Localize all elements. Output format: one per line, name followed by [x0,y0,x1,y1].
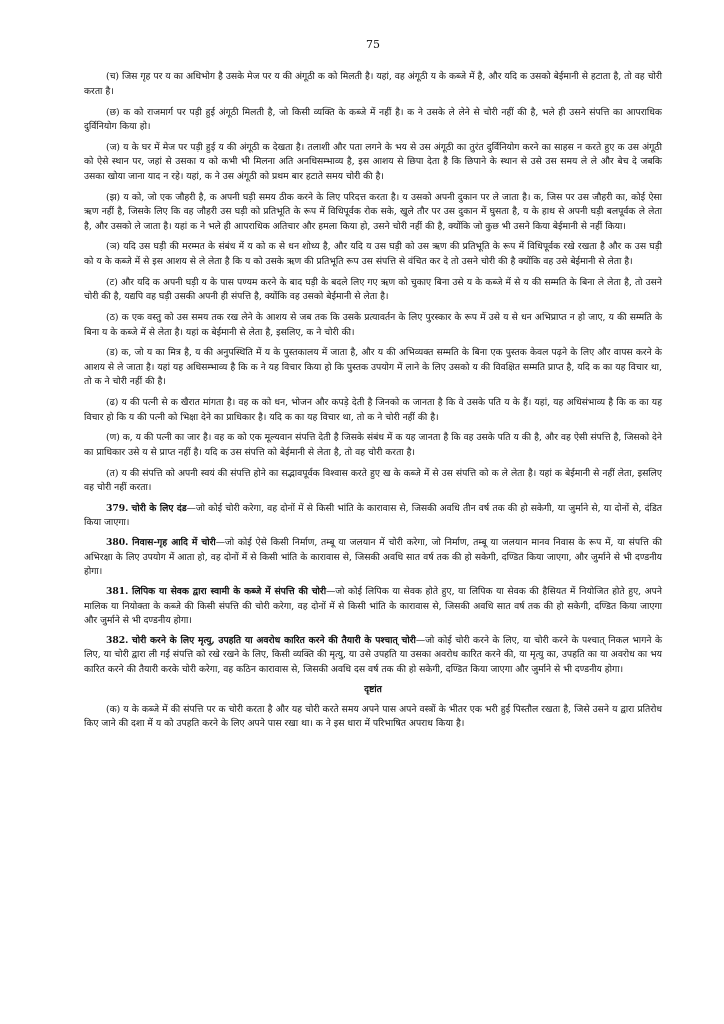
section-382 [84,634,662,677]
illustration-paragraph: (च) जिस गृह पर य का अधिभोग है उसके मेज पर य की अंगूठी क को मिलती है। यहां, वह अंगूठी य के कब्जे में है, और यदि क उसको बेईमानी से हटाता है, तो वह चोरी करता है। [84,71,662,97]
illustration-paragraph: (ज) य के घर में मेज पर पड़ी हुई य की अंगूठी क देखता है। तलाशी और पता लगने के भय से उस अंगूठी का तुरंत दुर्विनियोग करने का साहस न करते हुए क उस अंगूठी को ऐसे स्थान पर, जहां से उसका य को कभी भी मिलना अति अनधिसम्भाव्य है, इस आशय से छिपा देता है कि छिपाने के स्थान से उसे उस समय ले ले और बेच दे जबकि उसका खोया जाना याद न रहे। यहां, क ने उस अंगूठी को प्रथम बार हटाते समय चोरी की है। [84,142,662,182]
section-number: 380. [106,537,129,549]
illustration-paragraph: (क) य के कब्जे में की संपत्ति पर क चोरी करता है और यह चोरी करते समय अपने पास अपने वस्त्रों के भीतर एक भरी हुई पिस्तौल रखता है, जिसे उसने य द्वारा प्रतिरोध किए जाने की दशा में य को उपहति करने के लिए अपने पास रखा था। क ने इस धारा में परिभाषित अपराध किया है। [84,703,662,730]
illustration-paragraph: (ण) क, य की पत्नी का जार है। वह क को एक मूल्यवान संपत्ति देती है जिसके संबंध में क यह जानता है कि वह उसके पति य की है, और वह ऐसी संपत्ति है, जिसको देने का प्राधिकार उसे य से प्राप्त नहीं है। यदि क उस संपत्ति को बेईमानी से लेता है, तो वह चोरी करता है। [84,432,662,458]
section-number: 382. [106,634,129,646]
illustration-paragraph: (ढ) य की पत्नी से क खैरात मांगता है। वह क को धन, भोजन और कपड़े देती है जिनको क जानता है कि वे उसके पति य के हैं। यहां, यह अधिसंभाव्य है कि क का यह विचार हो कि य की पत्नी को भिक्षा देने का प्राधिकार है। यदि क का यह विचार था, तो क ने चोरी नहीं की है। [84,397,662,423]
section-number: 379. [106,503,129,515]
section-heading: चोरी के लिए दंड [131,503,187,515]
section-number: 381. [106,586,129,598]
illustration-paragraph: (छ) क को राजमार्ग पर पड़ी हुई अंगूठी मिलती है, जो किसी व्यक्ति के कब्जे में नहीं है। क ने उसके ले लेने से चोरी नहीं की है, भले ही उसने संपत्ति का आपराधिक दुर्विनियोग किया हो। [84,106,662,133]
section-text: —जो कोई चोरी करने के लिए, या चोरी करने के पश्चात् निकल भागने के लिए, या चोरी द्वारा ली गई संपत्ति को रखे रखने के लिए, किसी व्यक्ति की मृत्यु, या उसे उपहति या उसका अवरोध कारित करने की, या मृत्यु का, उपहति का या अवरोध का भय कारित करने की तैयारी करके चोरी करेगा, वह कठिन कारावास से, जिसकी अवधि दस वर्ष तक की हो सकेगी, दण्डित किया जाएगा और जुर्माने से भी दण्डनीय होगा। [84,634,663,675]
section-text: —जो कोई चोरी करेगा, वह दोनों में से किसी भांति के कारावास से, जिसकी अवधि तीन वर्ष तक की हो सकेगी, या जुर्माने से, या दोनों से, दंडित किया जाएगा। [84,503,662,529]
section-heading: निवास-गृह आदि में चोरी [132,537,216,549]
illustration-paragraph: (ञ) यदि उस घड़ी की मरम्मत के संबंध में य को क से धन शोध्य है, और यदि य उस घड़ी को उस ऋण की प्रतिभूति के रूप में विधिपूर्वक रखे रखता है और क उस घड़ी को य के कब्जे में से इस आशय से ले लेता है कि य को उसके ऋण की प्रतिभूति रूप उस संपत्ति से वंचित कर दे तो उसने चोरी की है क्योंकि वह उसे बेईमानी से लेता है। [84,241,662,267]
section-381 [84,585,662,628]
illustration-paragraph: (ड) क, जो य का मित्र है, य की अनुपस्थिति में य के पुस्तकालय में जाता है, और य की अभिव्यक्त सम्मति के बिना एक पुस्तक केवल पढ़ने के लिए और वापस करने के आशय से ले जाता है। यहां यह अधिसम्भाव्य है कि क ने यह विचार किया हो कि पुस्तक उपयोग में लाने के लिए उसको य की विवक्षित सम्मति प्राप्त है, यदि क का यह विचार था, तो क ने चोरी नहीं की है। [84,347,662,388]
section-heading: लिपिक या सेवक द्वारा स्वामी के कब्जे में संपत्ति की चोरी [131,586,327,598]
illustration-paragraph: (त) य की संपत्ति को अपनी स्वयं की संपत्ति होने का सद्भावपूर्वक विश्वास करते हुए ख के कब्जे में से उस संपत्ति को क ले लेता है। यहां क बेईमानी से नहीं लेता, इसलिए वह चोरी नहीं करता। [84,467,662,494]
illustration-paragraph: (झ) य को, जो एक जौहरी है, क अपनी घड़ी समय ठीक करने के लिए परिदत्त करता है। य उसको अपनी दुकान पर ले जाता है। क, जिस पर उस जौहरी का, कोई ऐसा ऋण नहीं है, जिसके लिए कि वह जौहरी उस घड़ी को प्रतिभूति के रूप में विधिपूर्वक रोक सके, खुले तौर पर उस दुकान में घुसता है, य के हाथ से अपनी घड़ी बलपूर्वक ले लेता है, और उसको ले जाता है। यहां क ने भले ही आपराधिक अतिचार और हमला किया हो, उसने चोरी नहीं की है, क्योंकि जो कुछ भी उसने किया बेईमानी से नहीं किया। [84,191,662,232]
illustration-paragraph: (ठ) क एक वस्तु को उस समय तक रख लेने के आशय से जब तक कि उसके प्रत्यावर्तन के लिए पुरस्कार के रूप में उसे य से धन अभिप्राप्त न हो जाए, य की सम्मति के बिना य के कब्जे में से लेता है। यहां क बेईमानी से लेता है, इसलिए, क ने चोरी की। [84,312,662,338]
section-heading: चोरी करने के लिए मृत्यु, उपहति या अवरोध कारित करने की तैयारी के पश्चात् चोरी [131,634,416,646]
illustration-paragraph: (ट) और यदि क अपनी घड़ी य के पास पण्यम करने के बाद घड़ी के बदले लिए गए ऋण को चुकाए बिना उसे य के कब्जे में से य की सम्मति के बिना ले लेता है, तो उसने चोरी की है, यद्यपि वह घड़ी उसकी अपनी ही संपत्ति है, क्योंकि वह उसको बेईमानी से लेता है। [84,276,662,303]
illustrations-heading: दृष्टांत [364,683,382,695]
section-379 [84,502,662,531]
section-text: —जो कोई लिपिक या सेवक होते हुए, या लिपिक या सेवक की हैसियत में नियोजित होते हुए, अपने मालिक या नियोक्ता के कब्जे की किसी संपत्ति की चोरी करेगा, वह दोनों में से किसी भांति के कारावास से, जिसकी अवधि सात वर्ष तक की हो सकेगी, दण्डित किया जाएगा और जुर्माने से भी दण्डनीय होगा। [84,586,662,626]
section-text: —जो कोई ऐसे किसी निर्माण, तम्बू या जलयान में चोरी करेगा, जो निर्माण, तम्बू या जलयान मानव निवास के रूप में, या संपत्ति की अभिरक्षा के लिए उपयोग में आता हो, वह दोनों में से किसी भांति के कारावास से, जिसकी अवधि सात वर्ष तक की हो सकेगी, दण्डित किया जाएगा, और जुर्माने से भी दण्डनीय होगा। [84,537,663,578]
page-number: 75 [366,38,380,51]
section-380 [84,536,662,579]
